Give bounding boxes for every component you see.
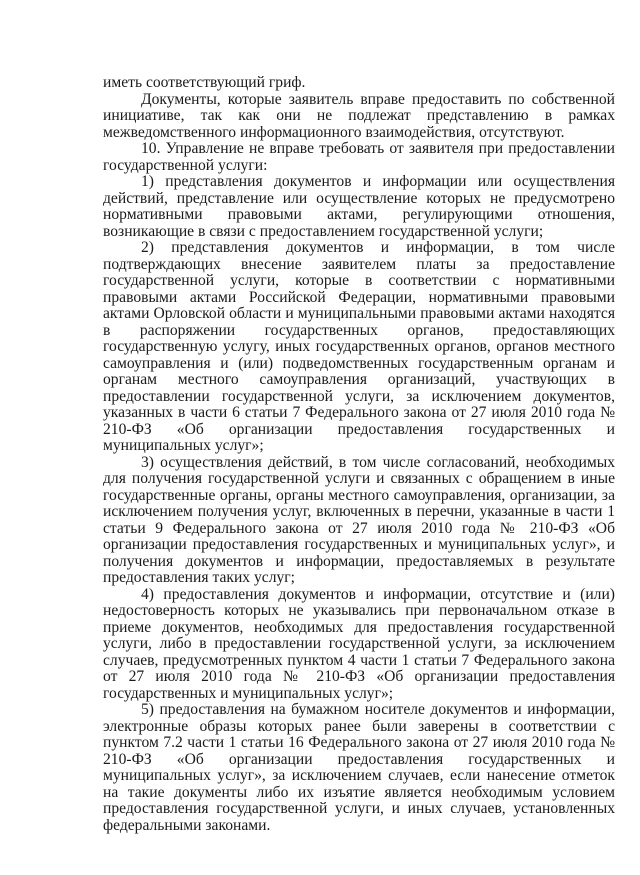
paragraph: 5) предоставления на бумажном носителе документов и информации, электронные образы которых ранее были заверены в соответствии с пунктом 7.2 части 1 статьи 16 Федерального закона от 27 июля 2010 года № 210-ФЗ «Об организации предоставления государственных и муниципальных услуг», за исключением случаев, если нанесение отметок на такие документы либо их изъятие является необходимым условием предоставления государственной услуги, и иных случаев, установленных федеральными законами.: [103, 701, 615, 834]
paragraph: 3) осуществления действий, в том числе согласований, необходимых для получения государственной услуги и связанных с обращением в иные государственные органы, органы местного самоуправления, организации, за исключением получения услуг, включенных в перечни, указанные в части 1 статьи 9 Федерального закона от 27 июля 2010 года № 210-ФЗ «Об организации предоставления государственных и муниципальных услуг», и получения документов и информации, предоставляемых в результате предоставления таких услуг;: [103, 453, 615, 586]
paragraph: 2) представления документов и информации, в том числе подтверждающих внесение заявителем платы за предоставление государственной услуги, которые в соответствии с нормативными правовыми актами Российской Федерации, нормативными правовыми актами Орловской области и муниципальными правовыми актами находятся в распоряжении государственных органов, предоставляющих государственную услугу, иных государственных органов, органов местного самоуправления и (или) подведомственных государственным органам и органам местного самоуправления организаций, участвующих в предоставлении государственной услуги, за исключением документов, указанных в части 6 статьи 7 Федерального закона от 27 июля 2010 года № 210-ФЗ «Об организации предоставления государственных и муниципальных услуг»;: [103, 239, 615, 454]
document-body: [103, 75, 615, 834]
paragraph: Документы, которые заявитель вправе предоставить по собственной инициативе, так как они не подлежат представлению в рамках межведомственного информационного взаимодействия, отсутствуют.: [103, 90, 615, 141]
paragraph: 1) представления документов и информации или осуществления действий, представление или осуществление которых не предусмотрено нормативными правовыми актами, регулирующими отношения, возникающие в связи с предоставлением государственной услуги;: [103, 173, 615, 240]
paragraph: 4) предоставления документов и информации, отсутствие и (или) недостоверность которых не указывались при первоначальном отказе в приеме документов, необходимых для предоставления государственной услуги, либо в предоставлении государственной услуги, за исключением случаев, предусмотренных пунктом 4 части 1 статьи 7 Федерального закона от 27 июля 2010 года № 210-ФЗ «Об организации предоставления государственных и муниципальных услуг»;: [103, 585, 615, 702]
paragraph: иметь соответствующий гриф.: [103, 74, 306, 91]
paragraph: 10. Управление не вправе требовать от заявителя при предоставлении государственной услуги:: [103, 140, 615, 174]
